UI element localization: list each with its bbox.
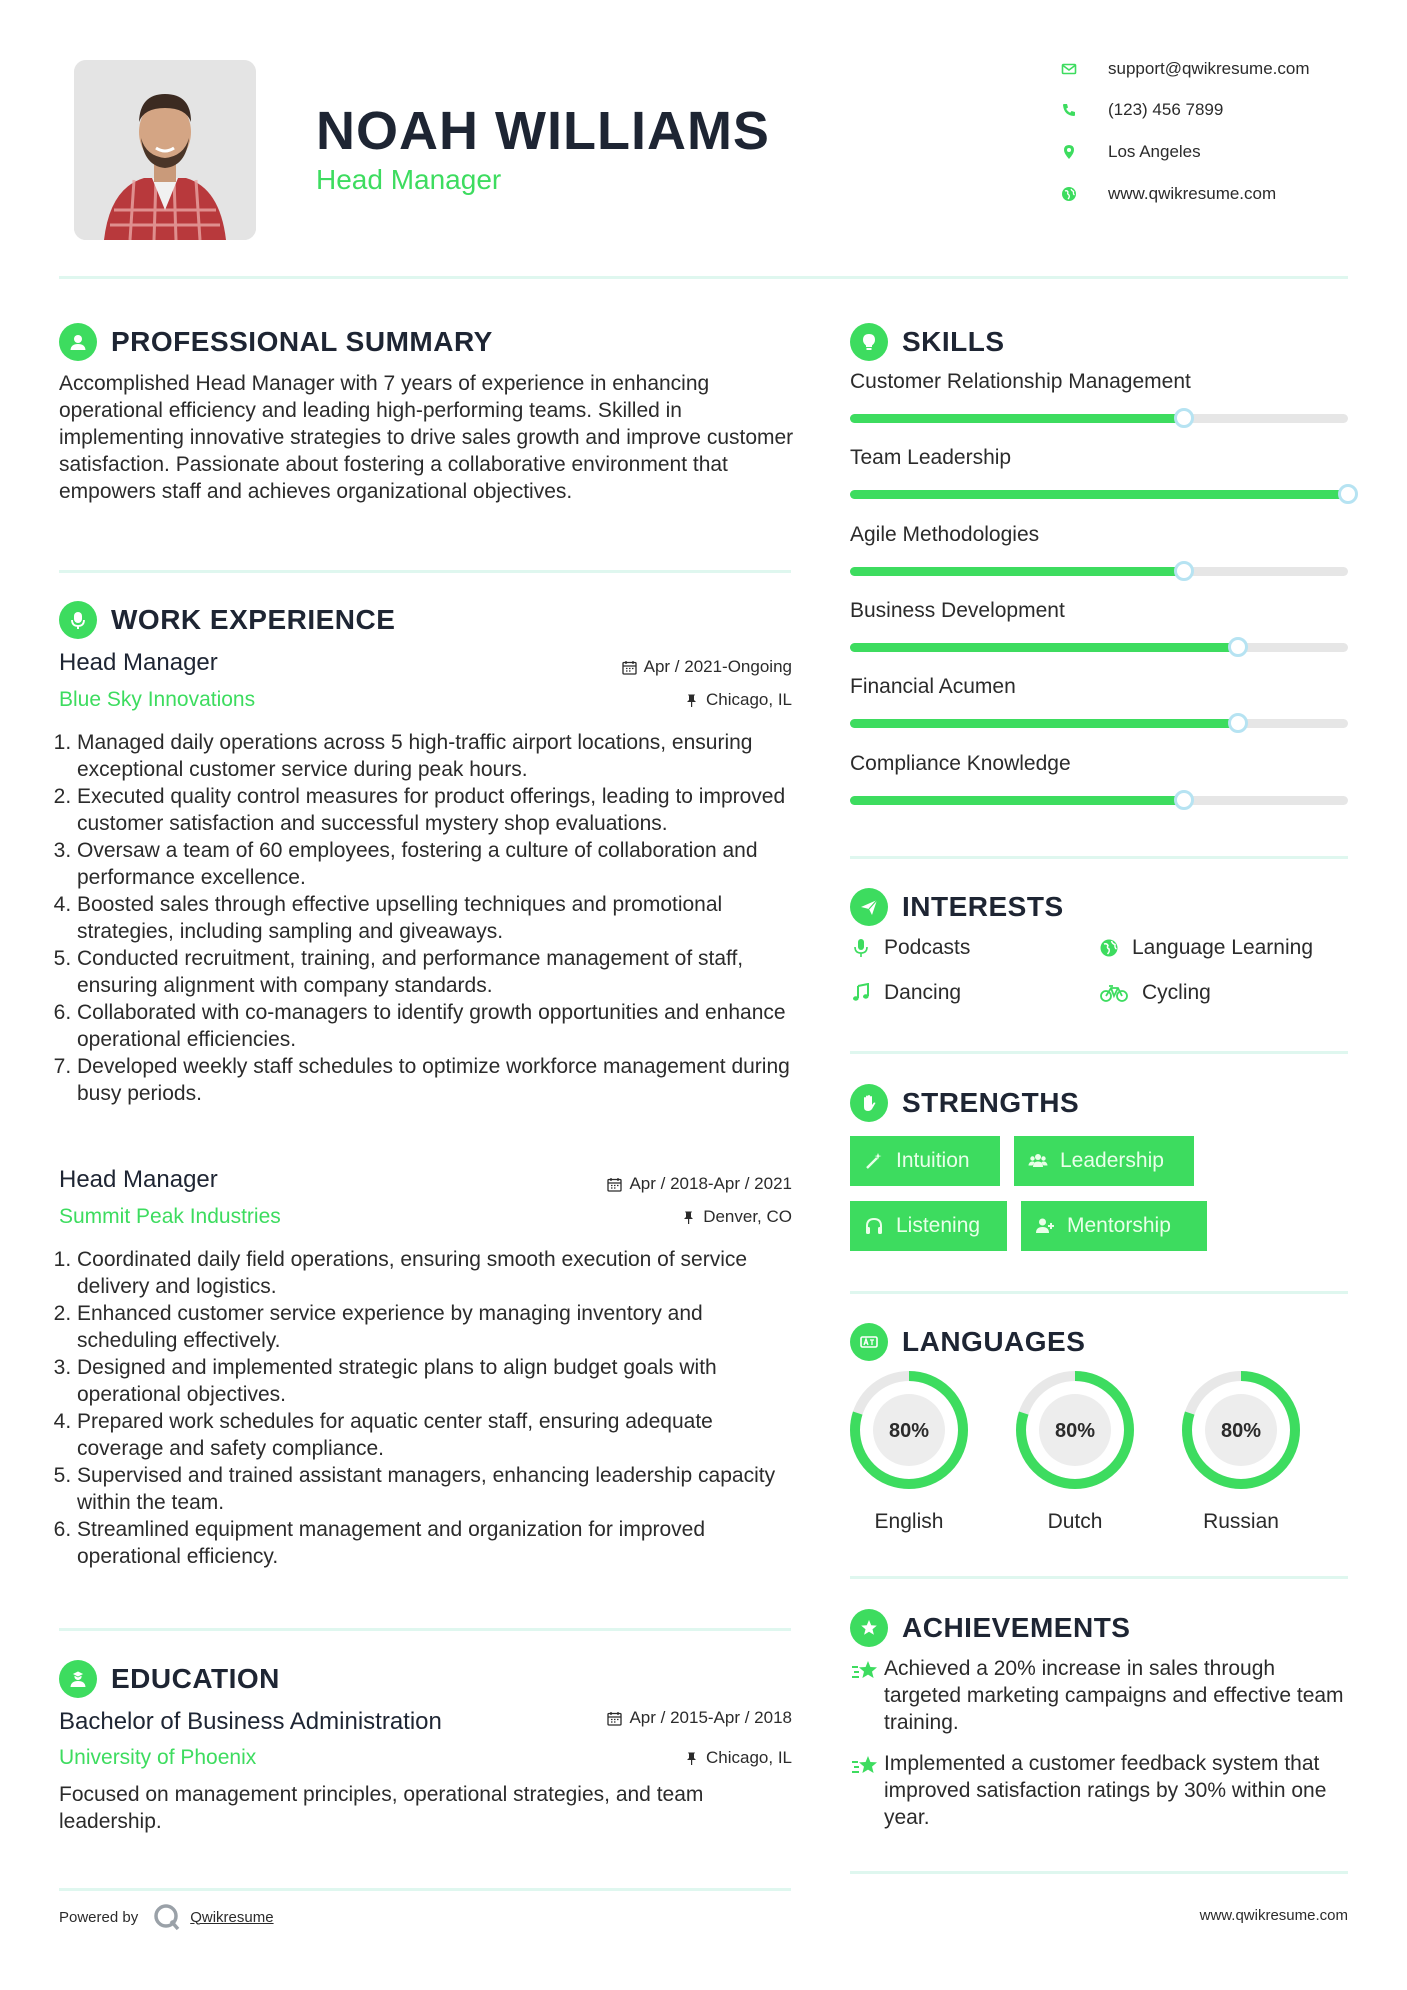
strength-tag-listening	[850, 1201, 1007, 1251]
contact-email-text: support@qwikresume.com	[1108, 59, 1310, 78]
skill-slider-knob	[1174, 790, 1194, 810]
candidate-role: Head Manager	[316, 164, 502, 195]
skill-slider-knob	[1174, 408, 1194, 428]
languages-divider	[850, 1576, 1348, 1579]
summary-divider	[59, 570, 791, 573]
interest-label: Dancing	[884, 981, 962, 1004]
powered-by-text: Powered by	[59, 1908, 139, 1926]
language-name: Russian	[1203, 1510, 1279, 1533]
job-1-dates-text: Apr / 2021-Ongoing	[643, 657, 792, 676]
list-item: 5. Conducted recruitment, training, and performance management of staff, ensuring alignment with company standards.	[77, 945, 801, 999]
star-badge-icon	[850, 1609, 888, 1647]
bicycle-icon	[1098, 982, 1130, 1004]
strength-label: Intuition	[896, 1149, 970, 1172]
user-plus-icon	[1035, 1216, 1055, 1236]
skill-bar	[850, 643, 1348, 652]
skill-bar-fill	[850, 490, 1348, 499]
education-divider	[59, 1888, 791, 1891]
skill-bar-fill	[850, 567, 1184, 576]
list-item: 2. Enhanced customer service experience by managing inventory and scheduling effectively.	[77, 1300, 801, 1354]
list-item: 4. Boosted sales through effective upselling techniques and promotional strategies, including sampling and giveaways.	[77, 891, 801, 945]
section-heading-education	[59, 1660, 280, 1698]
list-item: 1. Coordinated daily field operations, ensuring smooth execution of service delivery and logistics.	[77, 1246, 801, 1300]
skill-slider-knob	[1174, 561, 1194, 581]
section-heading-languages	[850, 1323, 1085, 1361]
section-heading-experience	[59, 601, 395, 639]
achievements-divider	[850, 1871, 1348, 1874]
contact-website-text: www.qwikresume.com	[1108, 184, 1277, 203]
summary-title: PROFESSIONAL SUMMARY	[111, 326, 493, 357]
globe-icon	[1050, 186, 1088, 202]
job-1-location-text: Chicago, IL	[706, 690, 792, 709]
list-item: 5. Supervised and trained assistant managers, enhancing leadership capacity within the team.	[77, 1462, 801, 1516]
contact-website[interactable]	[1050, 182, 1276, 206]
strength-tag-mentorship	[1021, 1201, 1207, 1251]
list-item: 6. Collaborated with co-managers to identify growth opportunities and enhance operational efficiencies.	[77, 999, 801, 1053]
education-location-text: Chicago, IL	[706, 1748, 792, 1767]
list-item: 4. Prepared work schedules for aquatic center staff, ensuring adequate coverage and safety compliance.	[77, 1408, 801, 1462]
contact-email[interactable]	[1050, 57, 1310, 81]
job-2-dates-text: Apr / 2018-Apr / 2021	[629, 1174, 792, 1193]
hand-icon	[850, 1084, 888, 1122]
contact-phone-text: (123) 456 7899	[1108, 100, 1224, 119]
list-item: 2. Executed quality control measures for product offerings, leading to improved customer satisfaction and successful mystery shop evaluations.	[77, 783, 801, 837]
job-2-dates	[500, 1174, 792, 1194]
lightbulb-icon	[850, 323, 888, 361]
language-icon	[850, 1323, 888, 1361]
strength-label: Mentorship	[1067, 1214, 1171, 1237]
experience-divider	[59, 1628, 791, 1631]
achievements-title: ACHIEVEMENTS	[902, 1612, 1131, 1643]
section-heading-skills	[850, 323, 1005, 361]
interest-cycling	[1098, 981, 1211, 1005]
footer-website[interactable]: www.qwikresume.com	[1199, 1907, 1348, 1924]
pushpin-icon	[684, 693, 699, 708]
education-degree: Bachelor of Business Administration	[59, 1708, 442, 1735]
profile-photo	[74, 60, 256, 240]
education-dates-text: Apr / 2015-Apr / 2018	[629, 1708, 792, 1727]
achievement-item-2	[850, 1750, 1350, 1831]
skill-bar	[850, 490, 1348, 499]
job-2-location-text: Denver, CO	[703, 1207, 792, 1226]
skill-slider-knob	[1338, 484, 1358, 504]
language-name: Dutch	[1047, 1510, 1103, 1533]
graduation-icon	[59, 1660, 97, 1698]
language-progress-ring	[848, 1369, 970, 1491]
skill-name: Financial Acumen	[850, 675, 1016, 699]
skill-name: Team Leadership	[850, 446, 1012, 470]
section-heading-summary	[59, 323, 493, 361]
list-item: 1. Managed daily operations across 5 high-traffic airport locations, ensuring exceptional customer service during peak hours.	[77, 729, 801, 783]
section-heading-achievements	[850, 1609, 1130, 1647]
headphones-icon	[864, 1216, 884, 1236]
list-item: 6. Streamlined equipment management and organization for improved operational efficiency.	[77, 1516, 801, 1570]
globe-icon	[1098, 937, 1120, 959]
magic-wand-icon	[864, 1151, 884, 1171]
qwikresume-link[interactable]: Qwikresume	[190, 1908, 274, 1926]
skill-bar	[850, 796, 1348, 805]
skill-name: Business Development	[850, 598, 1065, 622]
candidate-name: NOAH WILLIAMS	[316, 101, 770, 161]
skill-name: Customer Relationship Management	[850, 370, 1191, 393]
music-note-icon	[850, 982, 872, 1004]
briefcase-icon	[59, 601, 97, 639]
language-percent: 80%	[1054, 1420, 1096, 1442]
language-item	[1014, 1369, 1136, 1534]
pushpin-icon	[681, 1210, 696, 1225]
strength-label: Listening	[896, 1214, 981, 1237]
star-icon	[850, 1754, 884, 1787]
interest-label: Cycling	[1142, 981, 1211, 1004]
skill-bar-fill	[850, 414, 1184, 423]
job-1-company: Blue Sky Innovations	[59, 688, 256, 711]
language-item	[848, 1369, 970, 1534]
star-icon	[850, 1659, 884, 1692]
phone-icon	[1050, 102, 1088, 118]
achievement-text: Implemented a customer feedback system that improved satisfaction ratings by 30% within one year.	[884, 1752, 1327, 1829]
skill-bar-fill	[850, 796, 1184, 805]
experience-title: WORK EXPERIENCE	[111, 604, 396, 635]
strengths-divider	[850, 1291, 1348, 1294]
job-2-duties	[59, 1246, 801, 1570]
job-2-location	[500, 1207, 792, 1227]
interest-podcasts	[850, 936, 970, 960]
pushpin-icon	[684, 1751, 699, 1766]
footer-powered-by	[59, 1902, 274, 1932]
job-1-title: Head Manager	[59, 649, 218, 676]
language-progress-ring	[1180, 1369, 1302, 1491]
contact-location-text: Los Angeles	[1108, 142, 1201, 161]
skills-title: SKILLS	[902, 326, 1005, 357]
users-icon	[1028, 1151, 1048, 1171]
user-icon	[59, 323, 97, 361]
strength-tag-intuition	[850, 1136, 1000, 1186]
contact-location	[1050, 140, 1201, 164]
job-2-title: Head Manager	[59, 1166, 218, 1193]
education-title: EDUCATION	[111, 1663, 280, 1694]
achievement-item-1	[850, 1655, 1350, 1736]
list-item: 3. Designed and implemented strategic plans to align budget goals with operational objectives.	[77, 1354, 801, 1408]
strength-tag-leadership	[1014, 1136, 1194, 1186]
languages-title: LANGUAGES	[902, 1326, 1086, 1357]
calendar-icon	[607, 1177, 622, 1192]
skill-slider-knob	[1228, 637, 1248, 657]
education-location	[500, 1748, 792, 1768]
job-1-location	[500, 690, 792, 710]
contact-phone[interactable]	[1050, 98, 1223, 122]
education-text: Focused on management principles, operational strategies, and team leadership.	[59, 1783, 704, 1833]
list-item: 7. Developed weekly staff schedules to optimize workforce management during busy periods.	[77, 1053, 801, 1107]
interests-title: INTERESTS	[902, 891, 1064, 922]
strength-label: Leadership	[1060, 1149, 1164, 1172]
calendar-icon	[607, 1711, 622, 1726]
qwikresume-logo-icon	[152, 1902, 182, 1932]
job-2-company: Summit Peak Industries	[59, 1205, 281, 1228]
interest-label: Podcasts	[884, 936, 971, 959]
mail-icon	[1050, 61, 1088, 77]
skill-bar	[850, 567, 1348, 576]
education-dates	[500, 1708, 792, 1728]
education-school: University of Phoenix	[59, 1746, 257, 1769]
section-heading-interests	[850, 888, 1064, 926]
language-name: English	[874, 1510, 944, 1533]
interest-dancing	[850, 981, 961, 1005]
achievement-text: Achieved a 20% increase in sales through targeted marketing campaigns and effective team training.	[884, 1657, 1344, 1734]
interest-language-learning	[1098, 936, 1313, 960]
map-pin-icon	[1050, 144, 1088, 160]
paper-plane-icon	[850, 888, 888, 926]
language-item	[1180, 1369, 1302, 1534]
job-1-dates	[500, 657, 792, 677]
skills-divider	[850, 856, 1348, 859]
section-heading-strengths	[850, 1084, 1079, 1122]
job-1-duties	[59, 729, 801, 1107]
microphone-icon	[850, 937, 872, 959]
language-progress-ring	[1014, 1369, 1136, 1491]
strengths-title: STRENGTHS	[902, 1087, 1080, 1118]
skill-bar-fill	[850, 643, 1238, 652]
interests-divider	[850, 1051, 1348, 1054]
skill-bar	[850, 414, 1348, 423]
calendar-icon	[622, 660, 637, 675]
skill-name: Compliance Knowledge	[850, 751, 1071, 775]
skill-bar	[850, 719, 1348, 728]
language-percent: 80%	[1220, 1420, 1262, 1442]
skill-bar-fill	[850, 719, 1238, 728]
header-divider	[59, 276, 1348, 279]
skill-name: Agile Methodologies	[850, 522, 1040, 546]
list-item: 3. Oversaw a team of 60 employees, fostering a culture of collaboration and performance excellence.	[77, 837, 801, 891]
language-percent: 80%	[888, 1420, 930, 1442]
interest-label: Language Learning	[1132, 936, 1314, 959]
skill-slider-knob	[1228, 713, 1248, 733]
summary-text: Accomplished Head Manager with 7 years of experience in enhancing operational efficiency and leading high-performing teams. Skilled in implementing innovative strategies to drive sales growth and improve customer satisfaction. Passionate about fostering a collaborative environment that empowers staff and achieves organizational objectives.	[59, 372, 794, 503]
